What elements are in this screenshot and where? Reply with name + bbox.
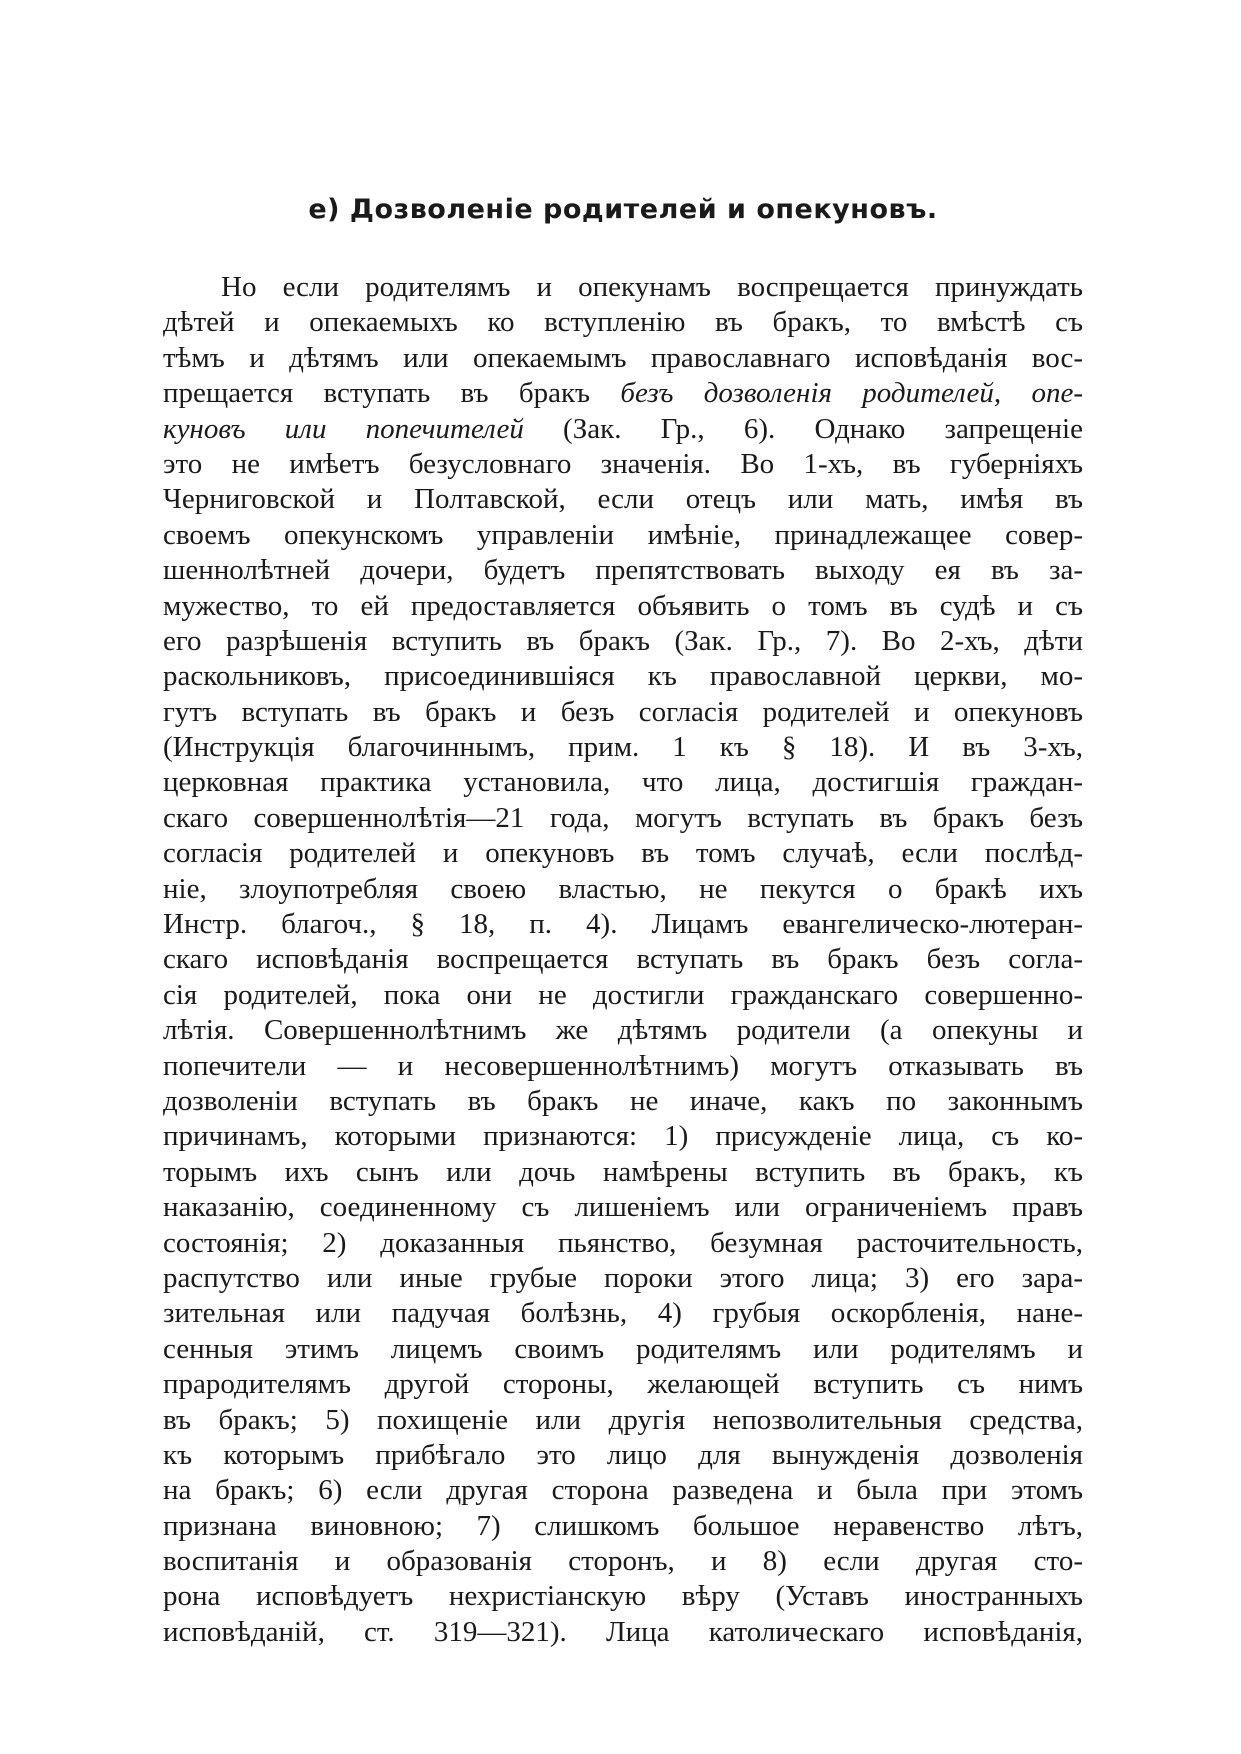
text-line [163, 447, 1083, 482]
text-span: на бракъ; 6) если другая сторона разведена и была при этомъ [163, 1474, 1083, 1507]
text-line [163, 589, 1083, 624]
text-line [163, 978, 1083, 1013]
text-line [163, 942, 1083, 977]
text-span: гутъ вступать въ бракъ и безъ согласія родителей и опекуновъ [163, 695, 1083, 728]
text-span: распутство или иные грубые пороки этого лица; 3) его зара- [163, 1261, 1083, 1294]
text-span: ніе, злоупотребляя своею властью, не пекутся о бракѣ ихъ [163, 872, 1083, 905]
text-line [163, 305, 1083, 340]
text-span: своемъ опекунскомъ управленіи имѣніе, принадлежащее совер- [163, 518, 1083, 551]
paragraph [163, 270, 1083, 1650]
text-span: торымъ ихъ сынъ или дочь намѣрены вступить въ бракъ, къ [163, 1155, 1083, 1188]
text-line [163, 1579, 1083, 1614]
text-span: дозволеніи вступать въ бракъ не иначе, какъ по законнымъ [163, 1084, 1083, 1117]
text-span: сія родителей, пока они не достигли гражданскаго совершенно- [163, 978, 1083, 1011]
text-span: его разрѣшенія вступить въ бракъ (Зак. Гр., 7). Во 2-хъ, дѣти [163, 624, 1083, 657]
text-span: наказанію, соединенному съ лишеніемъ или ограниченіемъ правъ [163, 1191, 1083, 1224]
text-line [163, 341, 1083, 376]
text-span: прещается вступать въ бракъ [163, 377, 621, 410]
text-line [163, 1473, 1083, 1508]
text-line [163, 801, 1083, 836]
text-span: (Зак. Гр., 6). Однако запрещеніе [523, 412, 1083, 445]
text-line [163, 1226, 1083, 1261]
text-span: зительная или падучая болѣзнь, 4) грубыя оскорбленія, нане- [163, 1297, 1083, 1330]
text-line [163, 482, 1083, 517]
text-line [163, 907, 1083, 942]
italic-text: безъ дозволенія родителей, опе- [620, 377, 1083, 410]
text-line [163, 1403, 1083, 1438]
text-span: тѣмъ и дѣтямъ или опекаемымъ православнаго исповѣданія вос- [163, 341, 1083, 374]
text-line [163, 872, 1083, 907]
text-span: попечители — и несовершеннолѣтнимъ) могутъ отказывать въ [163, 1049, 1083, 1082]
text-line [163, 1438, 1083, 1473]
text-span: въ бракъ; 5) похищеніе или другія непозволительныя средства, [163, 1403, 1083, 1436]
text-line [163, 1261, 1083, 1296]
text-span: къ которымъ прибѣгало это лицо для вынужденія дозволенія [163, 1438, 1083, 1471]
text-line [163, 376, 1083, 411]
text-line [163, 553, 1083, 588]
text-line [163, 1013, 1083, 1048]
text-line [163, 518, 1083, 553]
text-line [163, 836, 1083, 871]
text-span: это не имѣетъ безусловнаго значенія. Во 1-хъ, въ губерніяхъ [163, 447, 1083, 480]
text-line [163, 695, 1083, 730]
text-span: Инстр. благоч., § 18, п. 4). Лицамъ евангелическо-лютеран- [163, 908, 1083, 941]
text-span: церковная практика установила, что лица, достигшія граждан- [163, 766, 1083, 799]
text-line [163, 730, 1083, 765]
text-span: скаго исповѣданія воспрещается вступать въ бракъ безъ согла- [163, 943, 1083, 976]
text-line [163, 1084, 1083, 1119]
text-line [163, 412, 1083, 447]
text-span: согласія родителей и опекуновъ въ томъ случаѣ, если послѣд- [163, 837, 1083, 870]
text-line [163, 624, 1083, 659]
text-line [163, 1119, 1083, 1154]
page-body [163, 190, 1083, 1650]
text-line [163, 1049, 1083, 1084]
text-line [163, 1296, 1083, 1331]
text-span: лѣтія. Совершеннолѣтнимъ же дѣтямъ родители (а опекуны и [163, 1014, 1083, 1047]
text-span: (Инструкція благочиннымъ, прим. 1 къ § 18). И въ 3-хъ, [163, 731, 1083, 764]
text-span: сенныя этимъ лицемъ своимъ родителямъ или родителямъ и [163, 1332, 1083, 1365]
text-span: рона исповѣдуетъ нехристіанскую вѣру (Уставъ иностранныхъ [163, 1580, 1083, 1613]
text-span: причинамъ, которыми признаются: 1) присужденіе лица, съ ко- [163, 1120, 1083, 1153]
text-line [163, 1367, 1083, 1402]
section-heading: е) Дозволеніе родителей и опекуновъ. [308, 194, 938, 225]
text-span: шеннолѣтней дочери, будетъ препятствовать выходу ея въ за- [163, 554, 1083, 587]
text-line [163, 270, 1083, 305]
text-line [163, 765, 1083, 800]
text-span: скаго совершеннолѣтія—21 года, могутъ вступать въ бракъ безъ [163, 801, 1083, 834]
text-line [163, 659, 1083, 694]
text-span: признана виновною; 7) слишкомъ большое неравенство лѣтъ, [163, 1509, 1083, 1542]
text-span: исповѣданій, ст. 319—321). Лица католическаго исповѣданія, [163, 1615, 1083, 1648]
text-span: Но если родителямъ и опекунамъ воспрещается принуждать [221, 271, 1083, 303]
text-span: Черниговской и Полтавской, если отецъ или мать, имѣя въ [163, 483, 1083, 516]
italic-text: куновъ или попечителей [163, 412, 524, 445]
text-span: воспитанія и образованія сторонъ, и 8) если другая сто- [163, 1545, 1083, 1578]
text-span: прародителямъ другой стороны, желающей вступить съ нимъ [163, 1368, 1083, 1401]
text-span: раскольниковъ, присоединившіяся къ православной церкви, мо- [163, 660, 1083, 693]
text-line [163, 1544, 1083, 1579]
text-span: состоянія; 2) доказанныя пьянство, безумная расточительность, [163, 1226, 1083, 1259]
text-line [163, 1190, 1083, 1225]
text-line [163, 1509, 1083, 1544]
text-span: мужество, то ей предоставляется объявить о томъ въ судѣ и съ [163, 589, 1083, 622]
text-line [163, 1155, 1083, 1190]
text-line [163, 1615, 1083, 1650]
text-line [163, 1332, 1083, 1367]
text-span: дѣтей и опекаемыхъ ко вступленію въ бракъ, то вмѣстѣ съ [163, 306, 1083, 339]
